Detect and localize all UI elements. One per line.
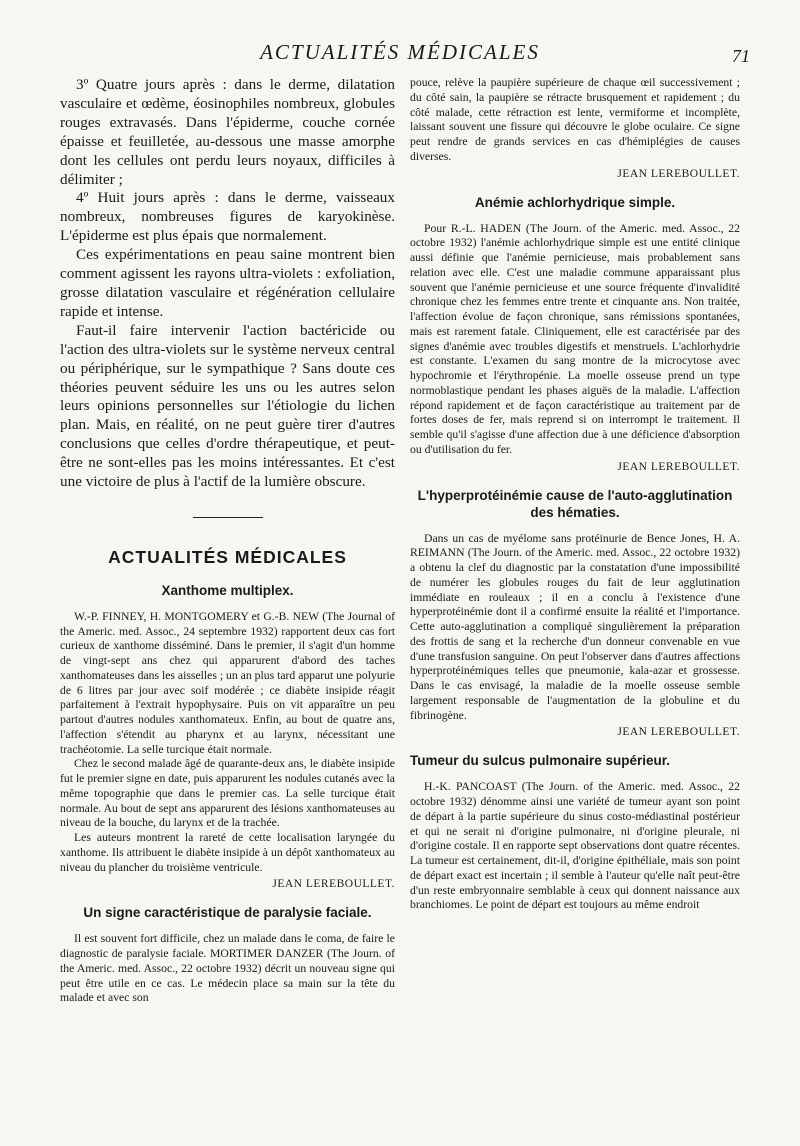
article-paralysie [60,904,395,1006]
article-xanthome [60,582,395,893]
paragraph: W.-P. FINNEY, H. MONTGOMERY et G.-B. NEW (The Journal of the Americ. med. Assoc., 24 septembre 1932) rapportent deux cas fort curieux de xanthome disséminé. Dans le premier, il s'agit d'un homme de vingt-sept ans chez qui apparurent d'abord des taches xanthomateuses dans les aisselles ; un an plus tard apparut une polyurie de 6 litres par jour avec soif modérée ; ce diabète insipide réagit parfaitement à l'extrait hypophysaire. Puis on vit apparaître un peu partout d'autres nodules xanthomateux. Enfin, au bout de quatre ans, l'affection s'étendit au pharynx et au larynx, nécessitant une trachéotomie. La selle turcique était normale. [60,609,395,756]
paragraph: Dans un cas de myélome sans protéinurie de Bence Jones, H. A. REIMANN (The Journ. of the Americ. med. Assoc., 22 octobre 1932) a obtenu la clef du diagnostic par la constatation d'une impossibilité de numérer les globules rouges du fait de leur agglutination immédiate en rouleaux ; il en a conclu à l'existence d'une hyperprotéinémie dont il a confirmé ensuite la réalité et l'importance. Cette auto-agglutination a compliqué singulièrement la préparation des frottis de sang et la recherche d'un donneur convenable en vue d'une transfusion sanguine. On peut l'observer dans d'autres affections hyperprotéinémiques telles que pneumonie, kala-azar et grossesse. Dans le cas envisagé, la maladie de la moelle osseuse semble largement responsable de l'augmentation de la globuline et du fibrinogène. [410,531,740,722]
continuation-text [60,76,395,492]
author-signature: JEAN LEREBOULLET. [617,460,740,473]
paragraph: Les auteurs montrent la rareté de cette localisation laryngée du xanthome. Ils attribuent le diabète insipide à un dépôt xanthomateux au niveau du plancher du troisième ventricule. [60,831,395,874]
article-title: L'hyperprotéinémie cause de l'auto-agglutination des hématies. [417,487,733,520]
page-header [0,40,800,70]
article-hyperproteinemie [410,487,740,741]
article-title: Xanthome multiplex. [161,582,294,598]
section-divider [193,517,263,518]
continuation-text [410,76,740,182]
article-anemie [410,194,740,475]
page-number: 71 [732,46,750,66]
paragraph: Ces expérimentations en peau saine montrent bien comment agissent les rayons ultra-violets : exfoliation, grosse dilatation vasculaire et régénération cellulaire rapide et intense. [60,246,395,320]
author-signature: JEAN LEREBOULLET. [272,878,395,891]
article-tumeur [410,752,740,913]
paragraph: 4º Huit jours après : dans le derme, vaisseaux nombreux, nombreuses figures de karyokinèse. L'épiderme est plus épais que normalement. [60,189,395,245]
paragraph: Faut-il faire intervenir l'action bactéricide ou l'action des ultra-violets sur le système nerveux central ou périphérique, sur le sympathique ? Sans doute ces théories peuvent séduire les uns ou les autres selon leurs opinions personnelles sur l'étiologie du lichen plan. Mais, en réalité, on ne peut guère tirer d'autres conclusions que celles d'ordre thérapeutique, et peut-être ne sont-elles pas les moins intéressantes. Et c'est une victoire de plus à l'actif de la lumière obscure. [60,321,395,491]
paragraph: Il est souvent fort difficile, chez un malade dans le coma, de faire le diagnostic de paralysie faciale. MORTIMER DANZER (The Journ. of the Americ. med. Assoc., 22 octobre 1932) décrit un nouveau signe qui peut être utile en ce cas. Le médecin place sa main sur la tête du malade et avec son [60,932,395,1005]
right-column [410,76,740,913]
article-title: Un signe caractéristique de paralysie faciale. [83,905,372,921]
section-heading: ACTUALITÉS MÉDICALES [108,546,347,567]
paragraph: Chez le second malade âgé de quarante-deux ans, le diabète insipide fut le premier signe en date, puis apparurent les nodules cutanés avec la même topographie que dans le premier cas. La selle turcique était normale. Au bout de sept ans apparurent des lésions xanthomateuses au niveau de la bouche, du larynx et de la trachée. [60,757,395,830]
running-title: ACTUALITÉS MÉDICALES [260,40,540,64]
author-signature: JEAN LEREBOULLET. [617,726,740,739]
article-title: Anémie achlorhydrique simple. [474,194,676,210]
paragraph: Pour R.-L. HADEN (The Journ. of the Americ. med. Assoc., 22 octobre 1932) l'anémie achlorhydrique simple est une entité clinique aussi définie que l'anémie pernicieuse, mais probablement sans relation avec elle. C'est une maladie commune apparaissant plus souvent que l'anémie pernicieuse et une source fréquente d'invalidité chronique chez les femmes entre trente et cinquante ans. Non traitée, l'affection évolue de façon chronique, sans rémissions spontanées, mais est rarement fatale. Cliniquement, elle est caractérisée par des signes d'anémie avec troubles digestifs et menstruels. L'achlorhydrie est constante. L'examen du sang montre de la microcytose avec hypochromie et l'érythropénie. La moelle osseuse prend un type normoblastique pendant les phases aiguës de la maladie. L'affection répond rapidement et de façon caractéristique au traitement par de fortes doses de fer, mais reprend si on interrompt le traitement. Il semble qu'il s'agisse d'une affection due à une déficience d'absorption ou d'utilisation du fer. [410,221,740,456]
left-column [60,76,395,1006]
article-title: Tumeur du sulcus pulmonaire supérieur. [410,753,671,769]
paragraph: 3º Quatre jours après : dans le derme, dilatation vasculaire et œdème, éosinophiles nombreux, globules rouges extravasés. Dans l'épiderme, couche cornée épaisse et feuilletée, au-dessous une masse amorphe dont les cellules ont perdu leurs noyaux, difficiles à délimiter ; [60,76,395,188]
paragraph: H.-K. PANCOAST (The Journ. of the Americ. med. Assoc., 22 octobre 1932) dénomme ainsi une variété de tumeur ayant son point de départ à la partie supérieure du sinus costo-médiastinal postérieur et qui ne serait ni d'origine pulmonaire, ni d'origine pleurale, ni d'origine costale. Il en rapporte sept observations dont quatre récentes. La tumeur est certainement, dit-il, d'origine épithéliale, mais son point de départ exact est incertain ; il semble à l'auteur qu'elle naît peut-être d'un reste embryonnaire semblable à ceux qui donnent naissance aux branchiomes. Le point de départ est toujours au même endroit [410,780,740,912]
author-signature: JEAN LEREBOULLET. [617,167,740,180]
paragraph: pouce, relève la paupière supérieure de chaque œil successivement ; du côté sain, la paupière se rétracte brusquement et rapidement ; du côté malade, cette rétraction est lente, vermiforme et incomplète, laissant souvent une fissure qui découvre le globe oculaire. Ce signe peut rendre de grands services en cas d'hémiplégies de causes diverses. [410,76,740,163]
